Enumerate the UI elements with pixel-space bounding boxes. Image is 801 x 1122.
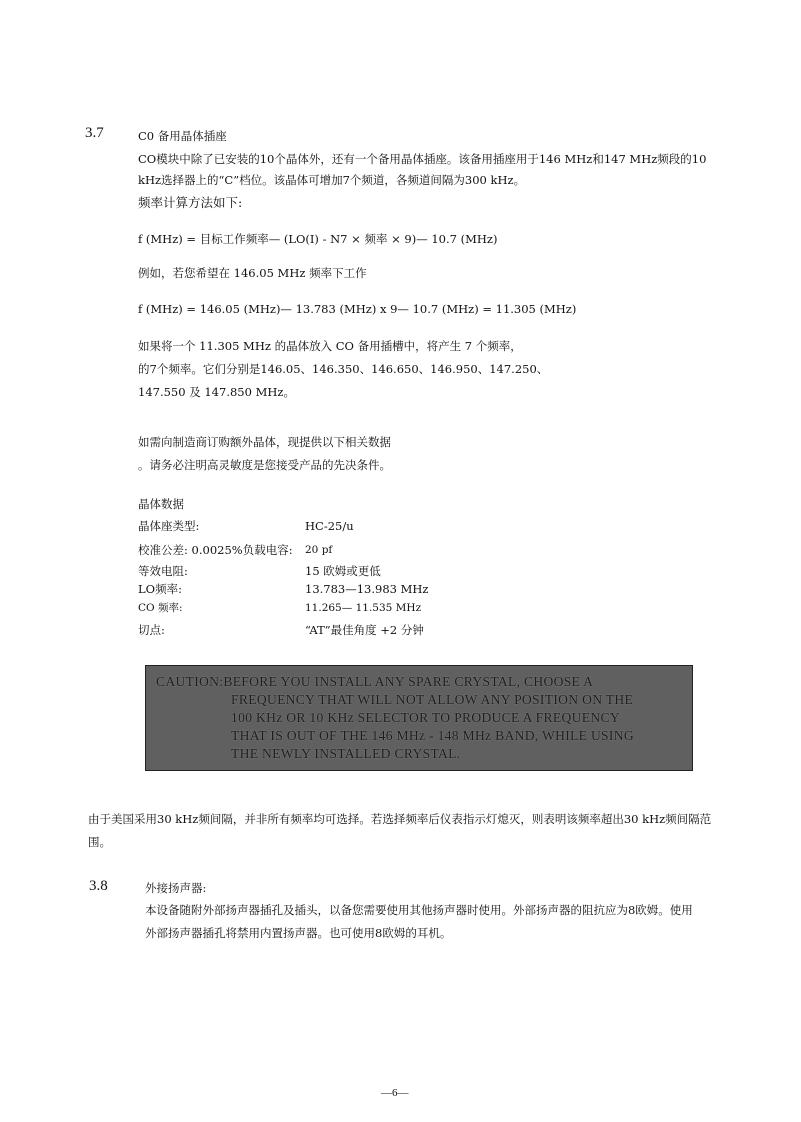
paragraph-line: 如果将一个 11.305 MHz 的晶体放入 CO 备用插槽中，将产生 7 个频率， — [138, 339, 522, 353]
spec-value: 11.265— 11.535 MHz — [305, 602, 422, 614]
paragraph-line: 本设备随附外部扬声器插孔及插头，以备您需要使用其他扬声器时使用。外部扬声器的阻抗应为8欧姆。使用 — [145, 903, 693, 917]
spec-value: 15 欧姆或更低 — [305, 564, 381, 578]
spec-value: 13.783—13.983 MHz — [305, 582, 429, 596]
section-title: C0 备用晶体插座 — [138, 129, 227, 143]
paragraph-line: CO模块中除了已安装的10个晶体外，还有一个备用晶体插座。该备用插座用于146 MHz和147 MHz频段的10 — [138, 152, 707, 166]
caution-box — [145, 665, 693, 771]
section-title: 外接扬声器: — [145, 881, 207, 895]
caution-line: THE NEWLY INSTALLED CRYSTAL. — [231, 746, 461, 761]
example-heading: 例如，若您希望在 146.05 MHz 频率下工作 — [138, 266, 367, 280]
caution-line: THAT IS OUT OF THE 146 MHz - 148 MHz BAND, WHILE USING — [231, 728, 634, 743]
crystal-data-heading: 晶体数据 — [138, 497, 184, 511]
spec-label: 晶体座类型: — [138, 519, 200, 533]
us-note-line: 由于美国采用30 kHz频间隔，并非所有频率均可选择。若选择频率后仪表指示灯熄灭，则表明该频率超出30 kHz频间隔范 — [88, 812, 712, 826]
spec-value: HC-25/u — [305, 519, 354, 533]
caution-line: 100 KHz OR 10 KHz SELECTOR TO PRODUCE A FREQUENCY — [231, 710, 620, 725]
paragraph-line: 如需向制造商订购额外晶体，现提供以下相关数据 — [138, 435, 391, 449]
section-number: 3.7 — [85, 125, 104, 141]
page-number: —6— — [381, 1087, 409, 1099]
spec-value: “AT”最佳角度 +2 分钟 — [305, 623, 424, 637]
formula: f (MHz) = 目标工作频率— (LO(I) - N7 × 频率 × 9)— 10.7 (MHz) — [138, 232, 498, 246]
caution-line: FREQUENCY THAT WILL NOT ALLOW ANY POSITION ON THE — [231, 692, 634, 707]
spec-label: 等效电阻: — [138, 564, 188, 578]
spec-label: LO频率: — [138, 582, 182, 596]
example-formula: f (MHz) = 146.05 (MHz)— 13.783 (MHz) x 9— 10.7 (MHz) = 11.305 (MHz) — [138, 302, 577, 316]
paragraph-line: kHz选择器上的“C”档位。该晶体可增加7个频道，各频道间隔为300 kHz。 — [138, 173, 526, 187]
paragraph-line: 147.550 及 147.850 MHz。 — [138, 385, 295, 399]
section-number: 3.8 — [89, 878, 108, 894]
spec-label: 校准公差: 0.0025%负载电容: — [138, 543, 293, 557]
us-note-line: 围。 — [88, 835, 111, 849]
spec-label: CO 频率: — [138, 602, 183, 614]
caution-line: CAUTION:BEFORE YOU INSTALL ANY SPARE CRYSTAL, CHOOSE A — [156, 674, 594, 689]
paragraph-line: 外部扬声器插孔将禁用内置扬声器。也可使用8欧姆的耳机。 — [145, 926, 452, 940]
spec-label: 切点: — [138, 623, 165, 637]
spec-value: 20 pf — [305, 544, 333, 556]
paragraph-line: 的7个频率。它们分别是146.05、146.350、146.650、146.950、147.250、 — [138, 362, 549, 376]
calc-heading: 频率计算方法如下: — [138, 195, 243, 210]
paragraph-line: 。请务必注明高灵敏度是您接受产品的先决条件。 — [138, 458, 391, 472]
